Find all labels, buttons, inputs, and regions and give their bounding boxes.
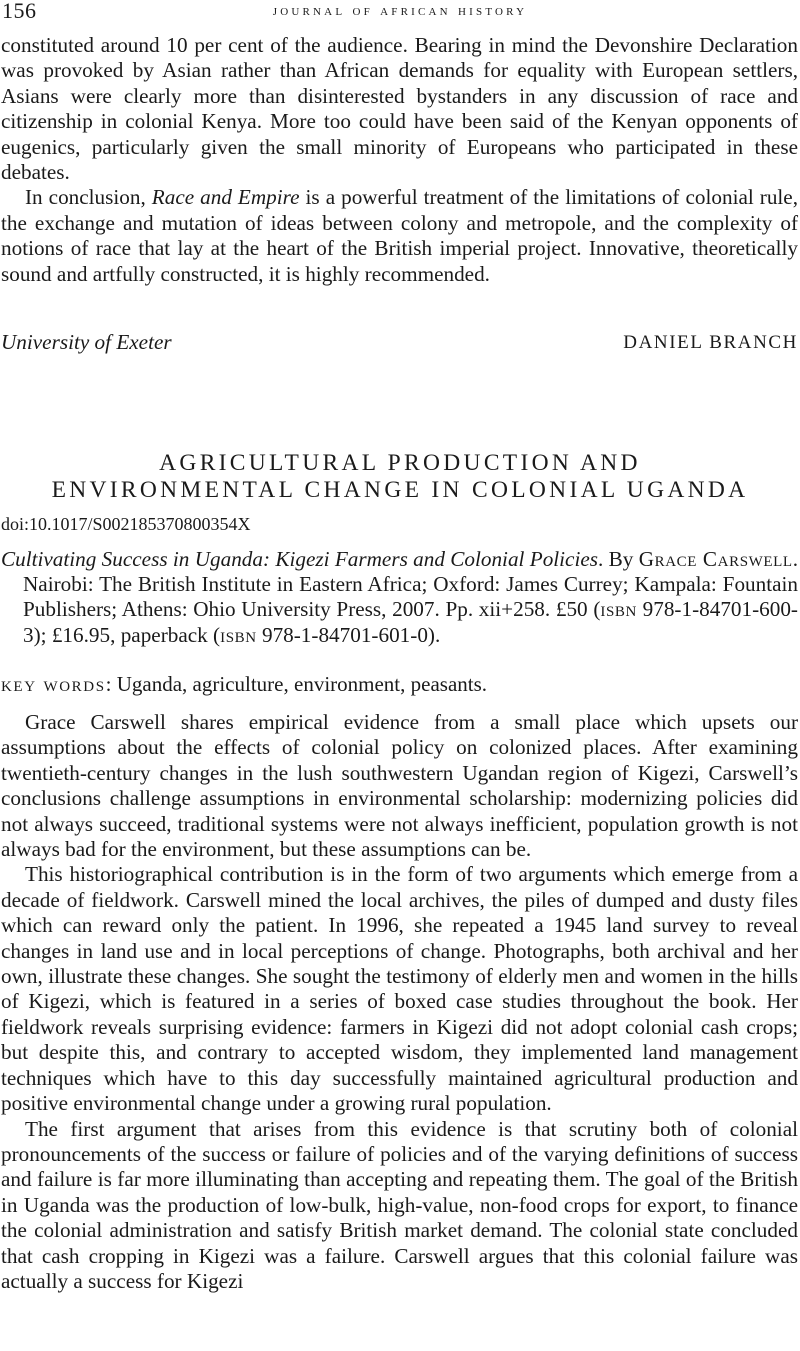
paragraph: The first argument that arises from this evidence is that scrutiny both of colonial pronouncements of the success or failure of policies and of the varying definitions of success and failure is far more illuminating than accepting and repeating them. The goal of the British in Uganda was the production of low-bulk, high-value, non-food crops for export, to finance the colonial administration and satisfy British market demand. The colonial state concluded that cash cropping in Kigezi was a failure. Carswell argues that this colonial failure was actually a success for Kigezi [1, 1116, 798, 1293]
paragraph: Grace Carswell shares empirical evidence from a small place which upsets our assumptions about the effects of colonial policy on colonized places. After examining twentieth-century changes in the lush southwestern Ugandan region of Kigezi, Carswell’s conclusions challenge assumptions in environmental scholarship: modernizing policies did not always succeed, traditional systems were not always inefficient, population growth is not always bad for the environment, but these assumptions can be. [1, 710, 798, 862]
key-words-label: key words [1, 672, 106, 696]
isbn-label: isbn [220, 622, 257, 647]
key-words-list: : Uganda, agriculture, environment, peasants. [105, 672, 488, 696]
book-author: Grace Carswell [638, 547, 793, 571]
conclusion-before: In conclusion, [25, 185, 152, 210]
paragraph: constituted around 10 per cent of the audience. Bearing in mind the Devonshire Declaration was provoked by Asian rather than African demands for equality with European settlers, Asians were clearly more than disinterested bystanders in any discussion of race and citizenship in colonial Kenya. More too could have been said of the Kenyan opponents of eugenics, particularly given the small minority of Europeans who participated in these debates. [1, 33, 798, 185]
doi: doi:10.1017/S002185370800354X [1, 514, 251, 534]
isbn-paperback: 978-1-84701-601-0). [256, 622, 441, 647]
review-title-line-2: ENVIRONMENTAL CHANGE IN COLONIAL UGANDA [51, 477, 749, 503]
review-body [1, 710, 798, 1294]
bibliographic-entry [1, 547, 798, 648]
book-title: Cultivating Success in Uganda: Kigezi Farmers and Colonial Policies [1, 547, 598, 571]
reviewer-affiliation: University of Exeter [1, 330, 172, 354]
bib-by: . By [598, 547, 639, 571]
review-title-line-1: AGRICULTURAL PRODUCTION AND [159, 450, 641, 476]
previous-review-text [1, 33, 798, 287]
reviewer-signature [1, 329, 798, 357]
running-head: journal of african history [272, 2, 528, 19]
paragraph: This historiographical contribution is in the form of two arguments which emerge from a decade of fieldwork. Carswell mined the local archives, the piles of dumped and dusty files which can reward only the patient. In 1996, she repeated a 1945 land survey to reveal changes in land use and in local perceptions of change. Photographs, both archival and her own, illustrate these changes. She sought the testimony of elderly men and women in the hills of Kigezi, which is featured in a series of boxed case studies throughout the book. Her fieldwork reveals surprising evidence: farmers in Kigezi did not adopt colonial cash crops; but despite this, and contrary to accepted wisdom, they implemented land management techniques which have to this day successfully maintained agricultural production and positive environmental change under a growing rural population. [1, 862, 798, 1116]
review-title [0, 450, 800, 504]
bib-publication: . Nairobi: The British Institute in Eastern Africa; Oxford: James Currey; Kampala: Fountain Publishers; Athens: Ohio University Press, 2007. Pp. xii+258. £50 ( [23, 547, 798, 622]
key-words [1, 672, 487, 697]
reviewer-name: DANIEL BRANCH [623, 332, 798, 353]
isbn-label: isbn [600, 597, 637, 622]
page-header [0, 0, 800, 26]
page-number: 156 [2, 0, 37, 23]
conclusion-paragraph [1, 185, 798, 287]
conclusion-book-title: Race and Empire [151, 185, 300, 210]
conclusion-after: is a powerful treatment of the limitations of colonial rule, the exchange and mutation of ideas between colony and metropole, and the complexity of notions of race that lay at the heart of the British imperial project. Innovative, theoretically sound and artfully constructed, it is highly recommended. [1, 185, 799, 286]
isbn-hardback: 978-1-84701-600-3); £16.95, paperback ( [23, 597, 798, 647]
